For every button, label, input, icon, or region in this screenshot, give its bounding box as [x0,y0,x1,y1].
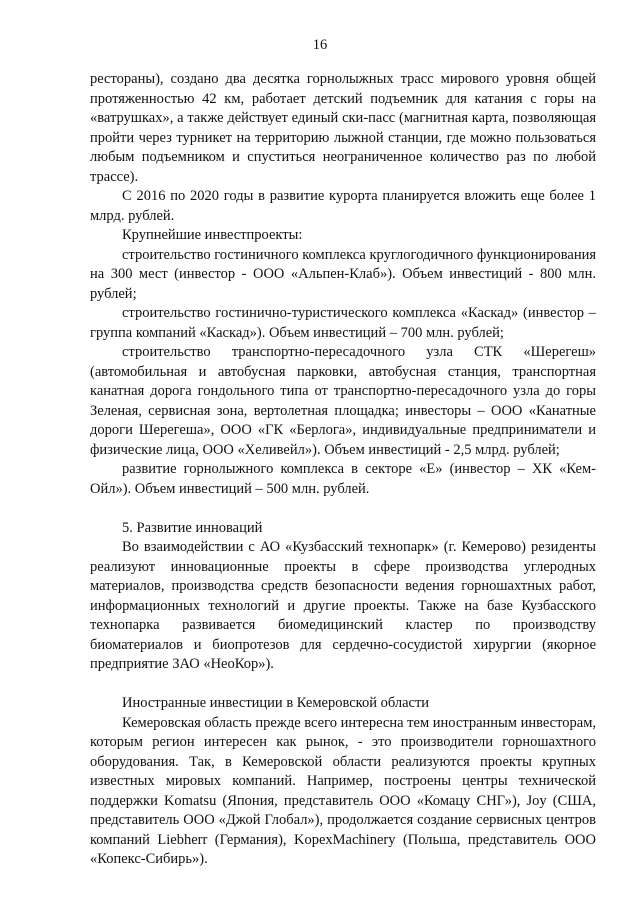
page-body [90,70,596,870]
paragraph-resorts-continued: рестораны), создано два десятка горнолыжных трасс мирового уровня общей протяженностью 42 км, работает детский подъемник для катания с горы на «ватрушках», а также действует единый ски-пасс (магнитная карта, позволяющая пройти через турникет на территорию лыжной станции, где можно пользоваться любым подъемником и спуститься неограниченное количество раз по любой трассе). [90,71,596,185]
list-item-hotel-complex: строительство гостиничного комплекса круглогодичного функционирования на 300 мест (инвестор - ООО «Альпен-Клаб»). Объем инвестиций - 800 млн. рублей; [90,246,597,302]
section-heading-innovation: 5. Развитие инноваций [122,519,263,536]
paragraph-foreign-investors: Кемеровская область прежде всего интересна тем иностранным инвесторам, которым регион интересен как рынок, - это производители горношахтного оборудования. Так, в Кемеровской области реализуются проекты крупных известных мировых компаний. Например, построены центры технической поддержки Komatsu (Япония, представитель ООО «Комацу СНГ»), Joy (США, представитель ООО «Джой Глобал»), продолжается создание сервисных центров компаний Liebherr (Германия), KopexMachinery (Польша, представитель ООО «Копекс-Сибирь»). [90,714,596,867]
page-number: 16 [312,37,328,53]
paragraph-technopark: Во взаимодействии с АО «Кузбасский технопарк» (г. Кемерово) резиденты реализуют инновационные проекты в сфере производства углеродных материалов, производства средств безопасности ведения горношахтных работ, информационных технологий и другие проекты. Также на базе Кузбасского технопарка развивается биомедицинский кластер по производству биоматериалов и биопротезов для сердечно-сосудистой хирургии (якорное предприятие ЗАО «НеоКор»). [90,539,596,672]
list-item-sector-e: развитие горнолыжного комплекса в секторе «Е» (инвестор – ХК «Кем-Ойл»). Объем инвестиций – 500 млн. рублей. [90,461,596,497]
list-item-kaskad-complex: строительство гостинично-туристического комплекса «Каскад» (инвестор – группа компаний «Каскад»). Объем инвестиций – 700 млн. рублей; [90,305,596,341]
section-heading-foreign-investment: Иностранные инвестиции в Кемеровской области [122,695,430,711]
list-item-transport-hub: строительство транспортно-пересадочного узла СТК «Шерегеш» (автомобильная и автобусная парковки, автобусная станция, транспортная канатная дорога гондольного типа от транспортно-пересадочного узла до горы Зеленая, сервисная зона, вертолетная площадка; инвесторы – ООО «Канатные дороги Шерегеша», ООО «ГК «Берлога», индивидуальные предприниматели и физические лица, ООО «Хеливейл»). Объем инвестиций - 2,5 млрд. рублей; [90,344,596,458]
paragraph-investment-plan: С 2016 по 2020 годы в развитие курорта планируется вложить еще более 1 млрд. рублей. [90,188,596,224]
heading-major-projects: Крупнейшие инвестпроекты: [122,227,303,243]
